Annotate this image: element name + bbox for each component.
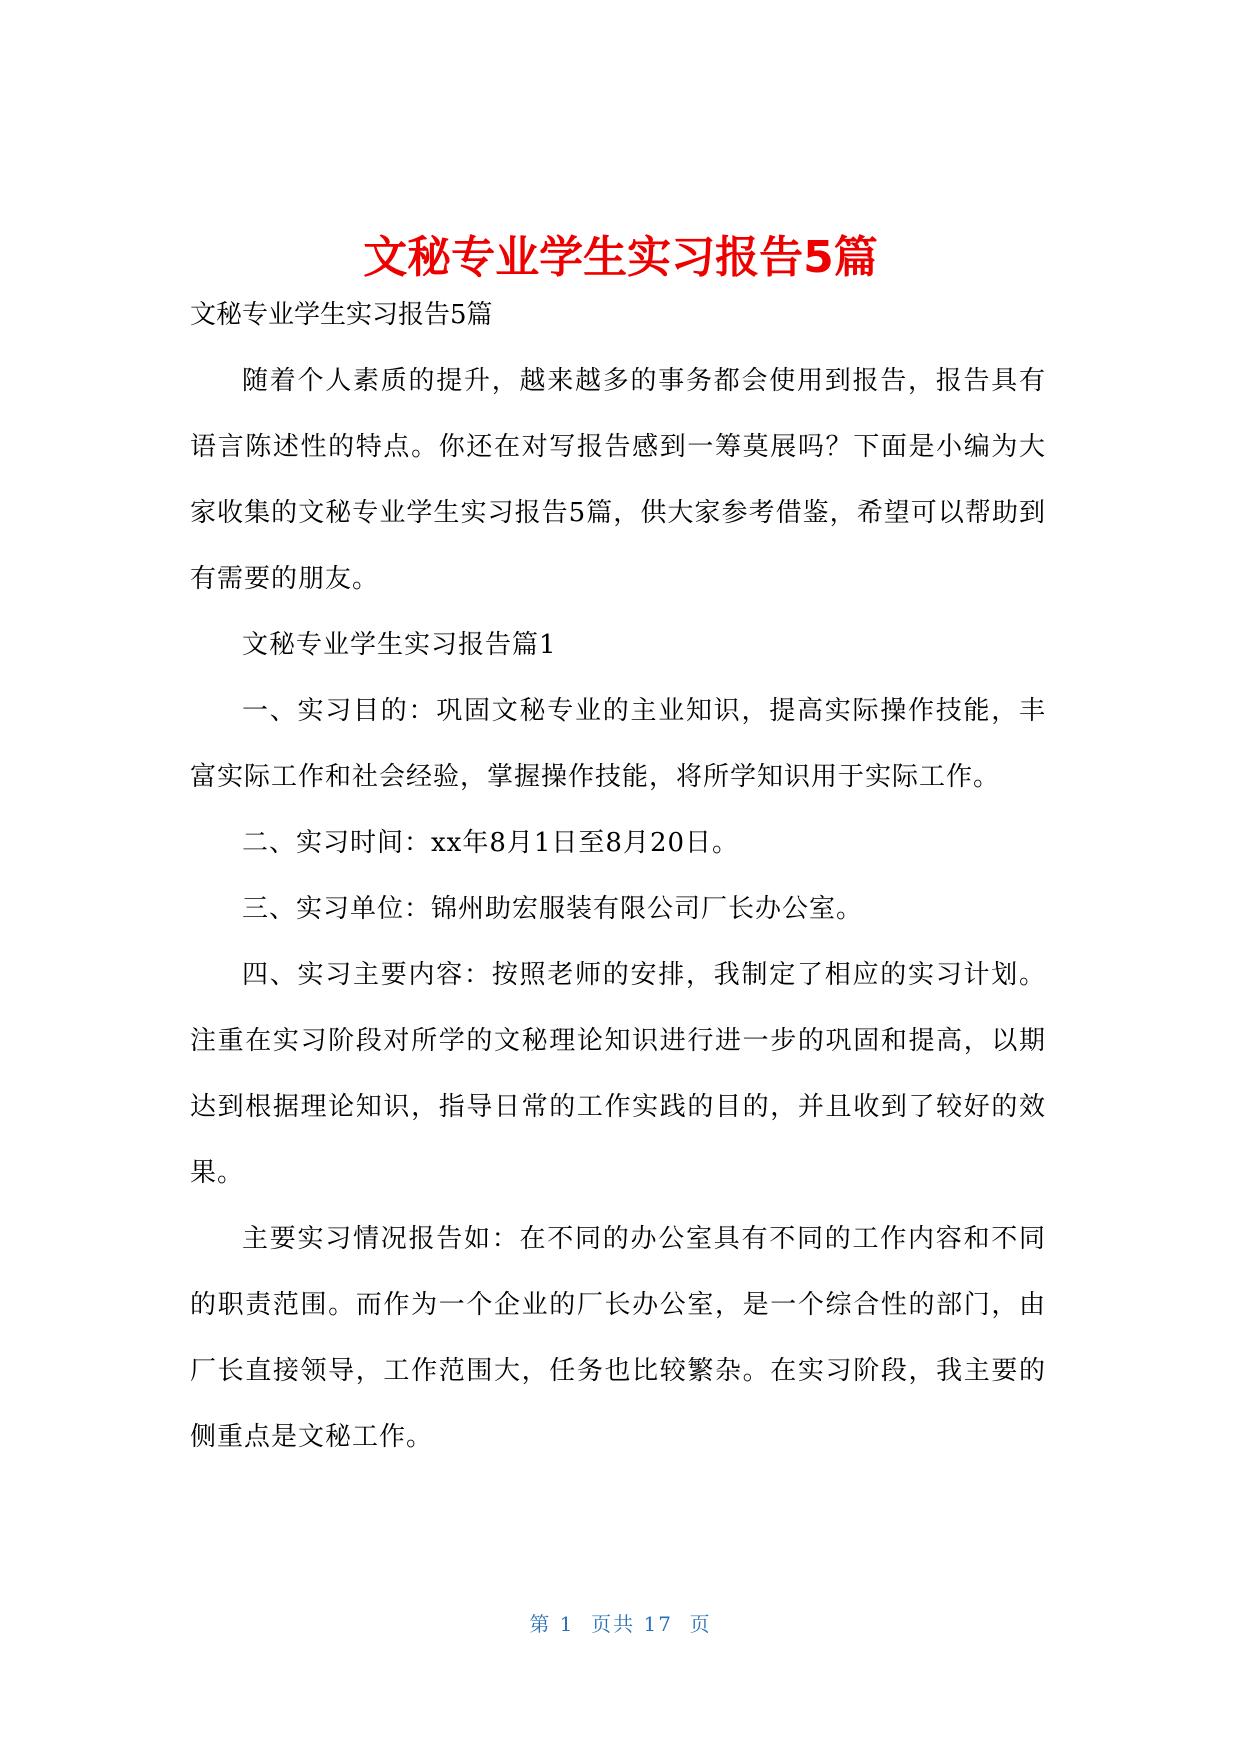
page-title: 文秘专业学生实习报告5篇 <box>363 232 878 284</box>
section-heading: 文秘专业学生实习报告篇1 <box>242 630 557 660</box>
page-number-footer: 第 1 页共 17 页 <box>529 1612 712 1636</box>
document-subtitle: 文秘专业学生实习报告5篇 <box>190 300 493 330</box>
paragraph-intro: 随着个人素质的提升，越来越多的事务都会使用到报告，报告具有语言陈述性的特点。你还在对写报告感到一筹莫展吗？下面是小编为大家收集的文秘专业学生实习报告5篇，供大家参考借鉴，希望可以帮助到有需要的朋友。 <box>190 366 1046 594</box>
paragraph-unit: 三、实习单位：锦州助宏服装有限公司厂长办公室。 <box>242 894 864 924</box>
paragraph-content: 四、实习主要内容：按照老师的安排，我制定了相应的实习计划。注重在实习阶段对所学的文秘理论知识进行进一步的巩固和提高，以期达到根据理论知识，指导日常的工作实践的目的，并且收到了较好的效果。 <box>190 960 1046 1188</box>
paragraph-time: 二、实习时间：xx年8月1日至8月20日。 <box>242 828 740 858</box>
paragraph-purpose: 一、实习目的：巩固文秘专业的主业知识，提高实际操作技能，丰富实际工作和社会经验，掌握操作技能，将所学知识用于实际工作。 <box>190 696 1046 792</box>
document-body <box>190 282 1046 1470</box>
paragraph-report: 主要实习情况报告如：在不同的办公室具有不同的工作内容和不同的职责范围。而作为一个企业的厂长办公室，是一个综合性的部门，由厂长直接领导，工作范围大，任务也比较繁杂。在实习阶段，我主要的侧重点是文秘工作。 <box>190 1224 1046 1452</box>
